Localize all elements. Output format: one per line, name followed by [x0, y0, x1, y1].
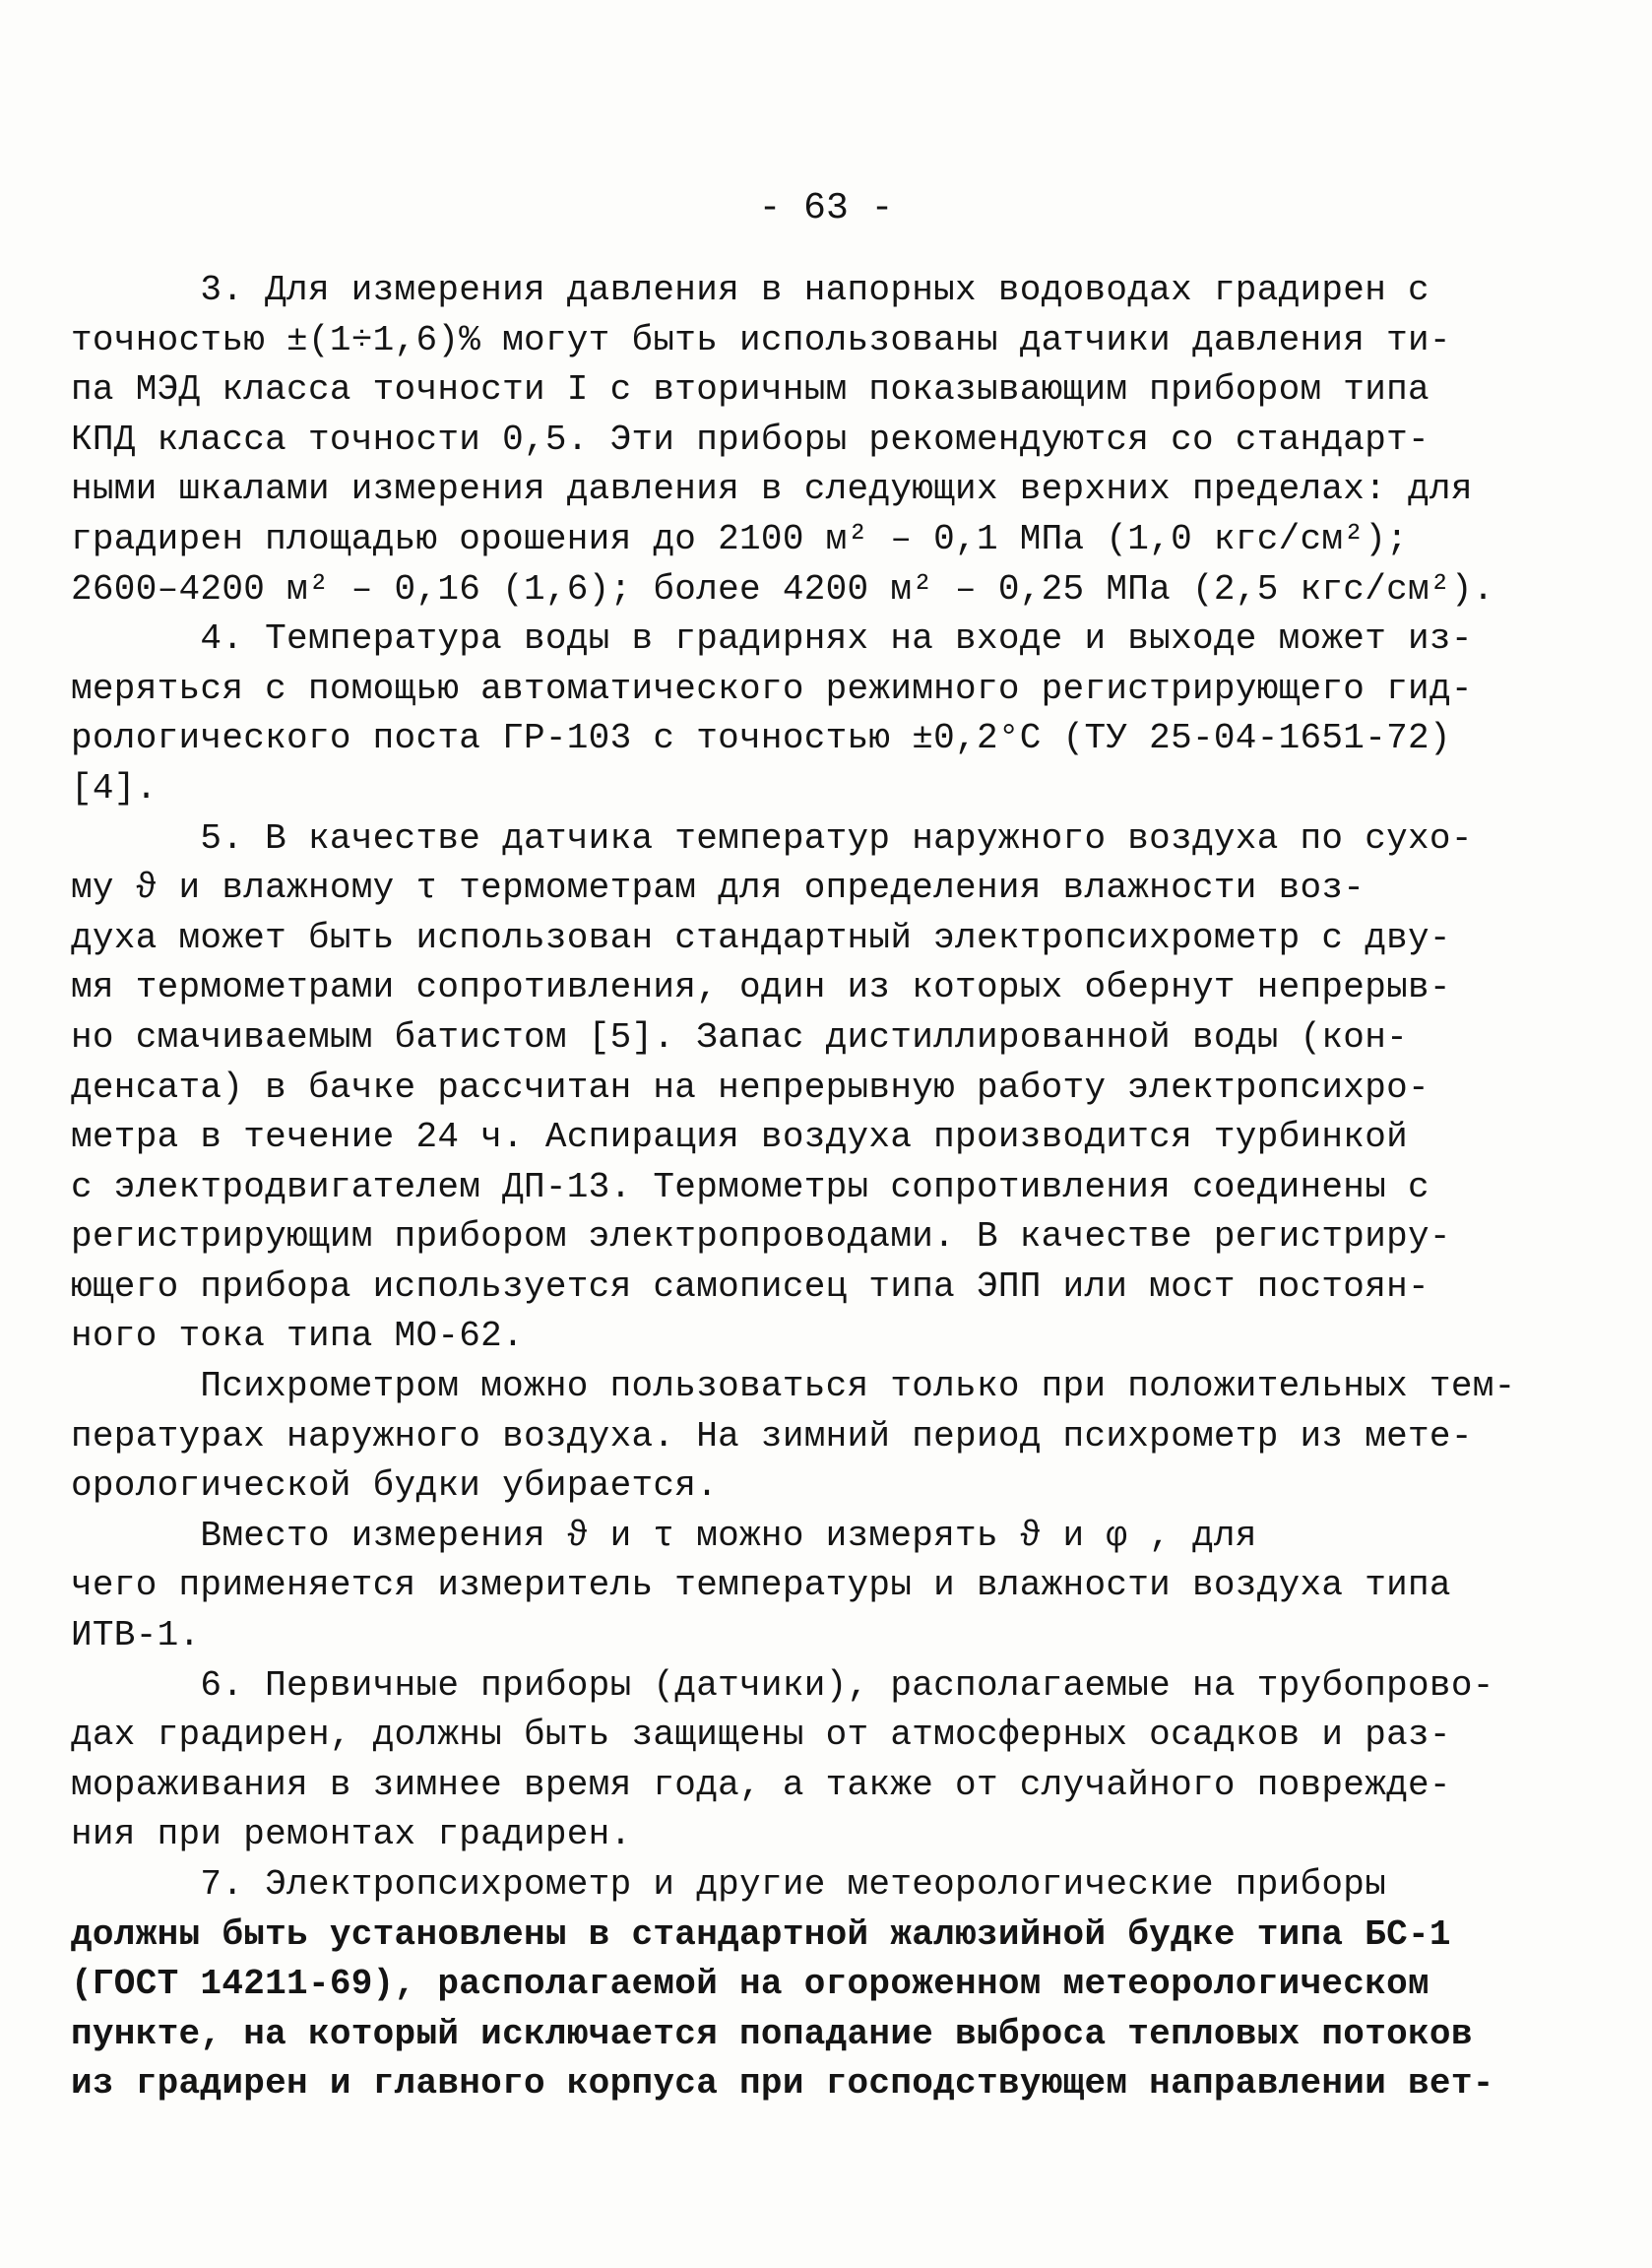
text-line: пературах наружного воздуха. На зимний период психрометр из мете- [71, 1415, 1473, 1457]
text-line: Психрометром можно пользоваться только при положительных тем- [71, 1366, 1516, 1407]
text-line: па МЭД класса точности I с вторичным показывающим прибором типа [71, 369, 1430, 411]
text-line: ного тока типа МО-62. [71, 1316, 524, 1357]
text-line: му ϑ и влажному τ термометрам для определения влажности воз- [71, 868, 1366, 909]
text-line: 6. Первичные приборы (датчики), располагаемые на трубопрово- [71, 1664, 1494, 1706]
page-number: - 63 - [758, 187, 894, 229]
text-line: регистрирующим прибором электропроводами. В качестве регистриру- [71, 1216, 1451, 1258]
text-line: точностью ±(1÷1,6)% могут быть использованы датчики давления ти- [71, 319, 1451, 360]
text-line: орологической будки убирается. [71, 1465, 719, 1507]
text-line: метра в течение 24 ч. Аспирация воздуха производится турбинкой [71, 1117, 1409, 1158]
text-line: ными шкалами измерения давления в следующих верхних пределах: для [71, 469, 1473, 510]
text-line: меряться с помощью автоматического режимного регистрирующего гид- [71, 668, 1473, 709]
text-line: должны быть установлены в стандартной жалюзийной будке типа БС-1 [71, 1913, 1451, 1955]
text-line: денсата) в бачке рассчитан на непрерывную работу электропсихро- [71, 1067, 1430, 1108]
text-line: [4]. [71, 767, 158, 809]
text-line: мя термометрами сопротивления, один из которых обернут непрерыв- [71, 967, 1451, 1008]
text-line: рологического поста ГР-103 с точностью ±0,2°С (ТУ 25-04-1651-72) [71, 718, 1451, 759]
text-line: ющего прибора используется самописец типа ЭПП или мост постоян- [71, 1265, 1430, 1307]
text-line: градирен площадью орошения до 2100 м² – 0,1 МПа (1,0 кгс/см²); [71, 518, 1409, 559]
text-line: (ГОСТ 14211-69), располагаемой на огороженном метеорологическом [71, 1964, 1430, 2005]
text-line: КПД класса точности 0,5. Эти приборы рекомендуются со стандарт- [71, 419, 1430, 460]
text-line: ИТВ-1. [71, 1615, 201, 1656]
body-text [71, 266, 1516, 2109]
text-line: 4. Температура воды в градирнях на входе и выходе может из- [71, 618, 1473, 660]
text-line: Вместо измерения ϑ и τ можно измерять ϑ и φ , для [71, 1515, 1257, 1556]
text-line: духа может быть использован стандартный электропсихрометр с дву- [71, 917, 1451, 958]
text-line: из градирен и главного корпуса при господствующем направлении вет- [71, 2063, 1494, 2105]
text-line: ния при ремонтах градирен. [71, 1814, 632, 1855]
text-line: 3. Для измерения давления в напорных водоводах градирен с [71, 270, 1430, 310]
text-line: мораживания в зимнее время года, а также от случайного поврежде- [71, 1764, 1451, 1805]
text-line: но смачиваемым батистом [5]. Запас дистиллированной воды (кон- [71, 1016, 1409, 1058]
text-line: 7. Электропсихрометр и другие метеорологические приборы [71, 1864, 1387, 1905]
text-line: чего применяется измеритель температуры и влажности воздуха типа [71, 1565, 1451, 1606]
text-line: с электродвигателем ДП-13. Термометры сопротивления соединены с [71, 1166, 1430, 1207]
text-line: пункте, на который исключается попадание выброса тепловых потоков [71, 2013, 1473, 2054]
text-line: 2600–4200 м² – 0,16 (1,6); более 4200 м² – 0,25 МПа (2,5 кгс/см²). [71, 568, 1494, 610]
text-line: дах градирен, должны быть защищены от атмосферных осадков и раз- [71, 1715, 1451, 1756]
text-line: 5. В качестве датчика температур наружного воздуха по сухо- [71, 817, 1473, 859]
